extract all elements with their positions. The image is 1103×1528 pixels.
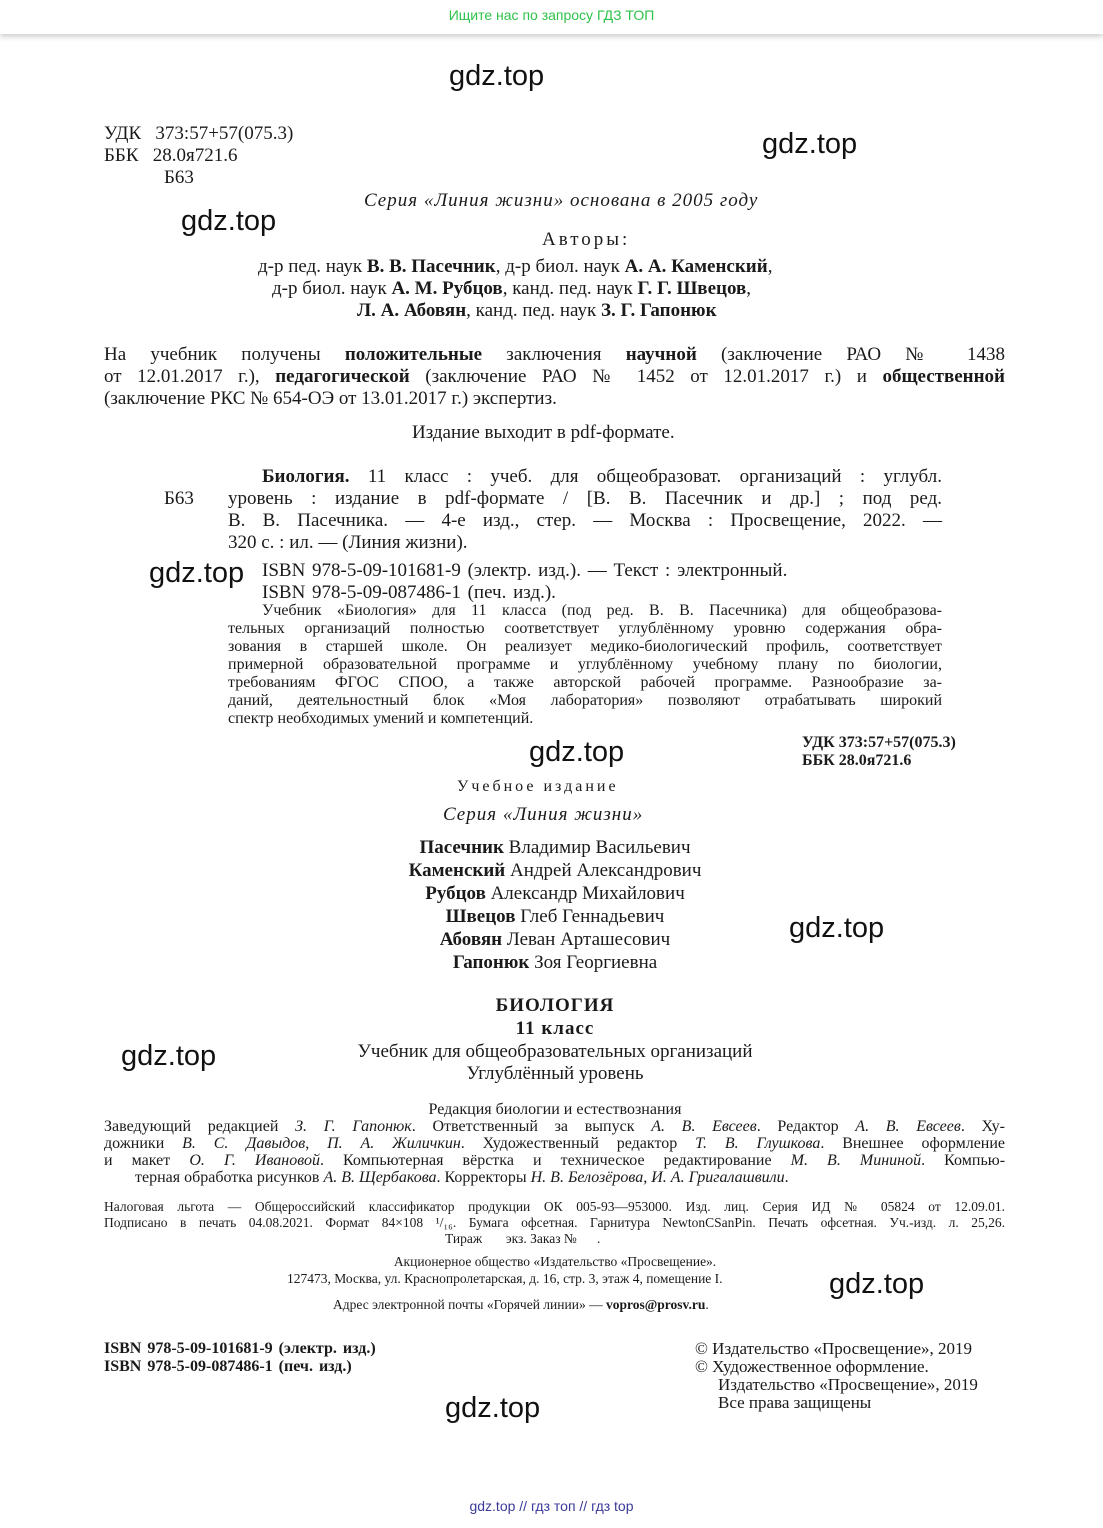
annotation-line-7: спектр необходимых умений и компетенций. <box>228 710 534 727</box>
catalog-isbn-2: ISBN 978-5-09-087486-1 (печ. изд.). <box>262 582 556 603</box>
print-info-6: Адрес электронной почты «Горячей линии» — vopros@prosv.ru. <box>333 1297 709 1312</box>
annotation-line-5: требованиям ФГОС СПОО, а также авторской рабочей программе. Разнообразие за- <box>228 674 942 691</box>
annotation-line-2: тельных организаций полностью соответствует углублённому уровню содержания обра- <box>228 620 942 637</box>
author-entry: Абовян Леван Арташесович <box>439 929 671 950</box>
edition-heading: Учебное издание <box>457 778 619 795</box>
author-entry: Рубцов Александр Михайлович <box>425 883 685 904</box>
annotation-line-1: Учебник «Биология» для 11 класса (под ред. В. В. Пасечника) для общеобразова- <box>262 602 942 619</box>
author-entry: Пасечник Владимир Васильевич <box>419 837 691 858</box>
isbn-bottom-1: ISBN 978-5-09-101681-9 (электр. изд.) <box>104 1340 376 1357</box>
footer-links[interactable]: gdz.top // гдз топ // гдз top <box>469 1498 634 1514</box>
print-info-3: Тираж экз. Заказ № . <box>445 1231 601 1246</box>
credits-line-1: Заведующий редакцией З. Г. Гапонюк. Ответственный за выпуск А. В. Евсеев. Редактор А. В. Евсеев. Ху- <box>104 1118 1005 1135</box>
series-title: Серия «Линия жизни» <box>443 804 644 825</box>
book-grade: 11 класс <box>515 1018 595 1039</box>
bbk-value: 28.0я721.6 <box>152 145 238 166</box>
book-subtitle: Учебник для общеобразовательных организаций <box>357 1041 753 1062</box>
udk-label: УДК <box>104 123 142 144</box>
catalog-isbn-1: ISBN 978-5-09-101681-9 (электр. изд.). — Текст : электронный. <box>262 560 788 581</box>
watermark: gdz.top <box>445 1392 541 1424</box>
copyright-4: Все права защищены <box>718 1393 872 1412</box>
author-entry: Швецов Глеб Геннадьевич <box>445 906 665 927</box>
udk-line <box>104 123 293 145</box>
watermark: gdz.top <box>529 736 625 768</box>
copyright-2: © Художественное оформление. <box>695 1357 929 1376</box>
catalog-line-4: 320 с. : ил. — (Линия жизни). <box>228 532 468 553</box>
bbk-right: ББК 28.0я721.6 <box>802 752 912 769</box>
watermark: gdz.top <box>762 128 858 160</box>
authors-line-2: д-р биол. наук А. М. Рубцов, канд. пед. наук Г. Г. Швецов, <box>272 278 751 299</box>
author-list <box>300 836 810 974</box>
print-info-4: Акционерное общество «Издательство «Просвещение». <box>393 1254 717 1269</box>
watermark: gdz.top <box>121 1040 217 1072</box>
series-note: Серия «Линия жизни» основана в 2005 году <box>364 190 759 211</box>
catalog-code: Б63 <box>164 167 194 188</box>
watermark: gdz.top <box>449 60 545 92</box>
credits-line-4: терная обработка рисунков А. В. Щербакова. Корректоры Н. В. Белозёрова, И. А. Григалашвили. <box>135 1169 789 1186</box>
udk-value: 373:57+57(075.3) <box>155 123 294 144</box>
credits-dept: Редакция биологии и естествознания <box>428 1101 682 1118</box>
author-entry: Каменский Андрей Александрович <box>408 860 702 881</box>
top-banner-text[interactable]: Ищите нас по запросу ГДЗ ТОП <box>448 7 655 23</box>
annotation-line-6: даний, деятельностный блок «Моя лаборатория» позволяют отрабатывать широкий <box>228 692 942 709</box>
authors-line-3: Л. А. Абовян, канд. пед. наук З. Г. Гапонюк <box>357 300 717 321</box>
print-info-5: 127473, Москва, ул. Краснопролетарская, д. 16, стр. 3, этаж 4, помещение I. <box>287 1271 723 1286</box>
annotation-line-3: зования в старшей школе. Он реализует медико-биологический профиль, соответствует <box>228 638 942 655</box>
copyright-3: Издательство «Просвещение», 2019 <box>718 1375 978 1394</box>
watermark: gdz.top <box>181 205 277 237</box>
print-info-1: Налоговая льгота — Общероссийский классификатор продукции ОК 005-93—953000. Изд. лиц. Серия ИД № 05824 от 12.09.01. <box>104 1199 1005 1214</box>
expertise-line-1: На учебник получены положительные заключения научной (заключение РАО № 1438 <box>104 344 1006 365</box>
book-title: БИОЛОГИЯ <box>495 995 615 1016</box>
top-banner[interactable] <box>0 0 1103 34</box>
email-link[interactable]: vopros@prosv.ru <box>605 1297 706 1312</box>
isbn-bottom-2: ISBN 978-5-09-087486-1 (печ. изд.) <box>104 1358 352 1375</box>
catalog-line-2: уровень : издание в pdf-формате / [В. В. Пасечник и др.] ; под ред. <box>228 488 942 509</box>
book-title-block <box>300 994 810 1085</box>
catalog-card-code: Б63 <box>164 488 194 509</box>
watermark: gdz.top <box>149 557 245 589</box>
author-entry: Гапонюк Зоя Георгиевна <box>452 952 658 973</box>
copyright-1: © Издательство «Просвещение», 2019 <box>695 1339 973 1358</box>
annotation-line-4: примерной образовательной программе и углублённому учебному плану по биологии, <box>228 656 942 673</box>
catalog-line-1: Биология. 11 класс : учеб. для общеобразоват. организаций : углубл. <box>262 466 942 487</box>
print-info-2: Подписано в печать 04.08.2021. Формат 84×108 ¹/₁₆. Бумага офсетная. Гарнитура NewtonCSanPin. Печать офсетная. Уч.-изд. л. 25,26. <box>104 1215 1005 1230</box>
bbk-line <box>104 145 238 167</box>
udk-right: УДК 373:57+57(075.3) <box>802 734 956 751</box>
book-level: Углублённый уровень <box>466 1063 644 1084</box>
credits-line-3: и макет О. Г. Ивановой. Компьютерная вёрстка и техническое редактирование М. В. Мининой. Компью- <box>104 1152 1006 1169</box>
expertise-line-3: (заключение РКС № 654-ОЭ от 13.01.2017 г.) экспертиз. <box>104 388 557 409</box>
credits-line-2: дожники В. С. Давыдов, П. А. Жиличкин. Художественный редактор Т. В. Глушкова. Внешнее оформление <box>104 1135 1006 1152</box>
watermark: gdz.top <box>789 912 885 944</box>
pdf-note: Издание выходит в pdf-формате. <box>412 422 675 443</box>
authors-heading: Авторы: <box>542 229 631 250</box>
catalog-line-3: В. В. Пасечника. — 4-е изд., стер. — Москва : Просвещение, 2022. — <box>228 510 942 531</box>
authors-line-1: д-р пед. наук В. В. Пасечник, д-р биол. наук А. А. Каменский, <box>258 256 773 277</box>
bbk-label: ББК <box>104 145 139 166</box>
expertise-line-2: от 12.01.2017 г.), педагогической (заключение РАО № 1452 от 12.01.2017 г.) и общественной <box>104 366 1006 387</box>
watermark: gdz.top <box>829 1268 925 1300</box>
